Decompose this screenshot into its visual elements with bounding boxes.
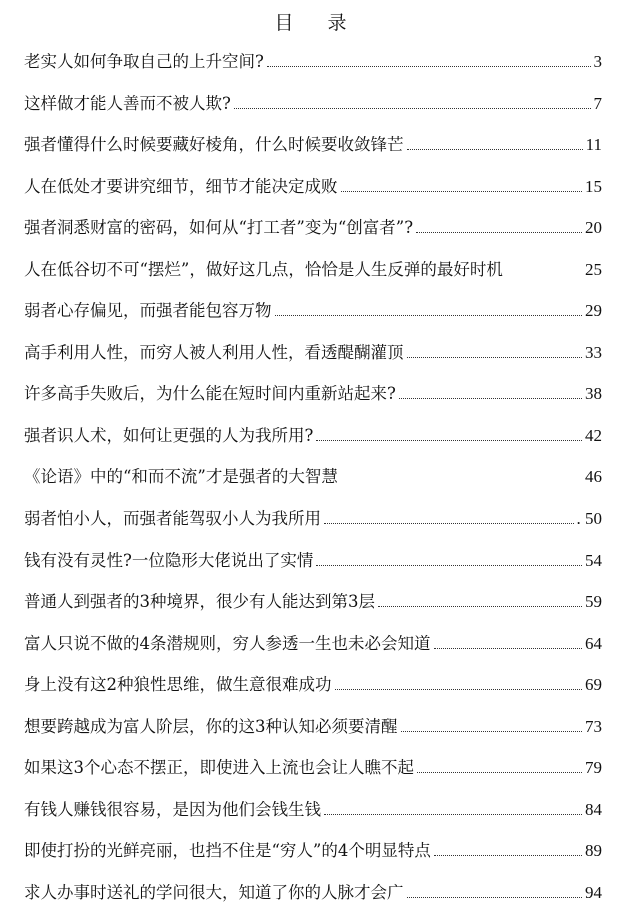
toc-entry-title: 高手利用人性，而穷人被人利用人性，看透醍醐灌顶 [24,342,404,362]
toc-entry[interactable] [24,628,602,670]
toc-dot-leader [407,357,583,358]
toc-dot-leader [416,232,582,233]
toc-entry[interactable] [24,88,602,130]
toc-entry-page-number: 84 [585,799,602,819]
toc-entry[interactable] [24,295,602,337]
toc-dot-leader [434,648,583,649]
toc-entry-page-number: 46 [585,467,602,487]
toc-entry-title: 富人只说不做的4条潜规则，穷人参透一生也未必会知道 [24,633,431,653]
toc-entry[interactable] [24,212,602,254]
toc-entry-title: 强者识人术，如何让更强的人为我所用? [24,425,314,445]
toc-entry-title: 弱者怕小人，而强者能驾驭小人为我所用 [24,509,321,529]
toc-dot-leader [275,315,583,316]
toc-entry-page-number: 38 [585,384,602,404]
toc-entry[interactable] [24,586,602,628]
toc-entry[interactable] [24,420,602,462]
toc-entry-page-number: 20 [585,218,602,238]
toc-entry-page-number: 79 [585,758,602,778]
toc-entry-page-number: 3 [593,52,602,71]
toc-dot-leader [234,108,591,109]
toc-dot-leader [417,772,582,773]
toc-entry-page-number: 25 [585,259,602,279]
toc-entry-page-number: 69 [585,675,602,695]
page-title: 目 录 [274,12,361,34]
toc-entry-page-number: 15 [585,176,602,196]
toc-dot-leader [267,66,591,67]
toc-entry-title: 钱有没有灵性?一位隐形大佬说出了实情 [24,550,314,570]
toc-dot-leader [324,814,582,815]
toc-entry[interactable] [24,752,602,794]
toc-entry[interactable] [24,378,602,420]
toc-dot-leader [399,398,582,399]
toc-dot-leader [324,523,574,524]
toc-entry-title: 普通人到强者的3种境界，很少有人能达到第3层 [24,592,375,612]
toc-entry-page-number: 73 [585,716,602,736]
toc-entry-title: 有钱人赚钱很容易，是因为他们会钱生钱 [24,799,321,819]
toc-entry-title: 强者懂得什么时候要藏好棱角，什么时候要收敛锋芒 [24,135,404,155]
toc-entry-title: 即使打扮的光鲜亮丽，也挡不住是“穷人”的4个明显特点 [24,841,431,861]
toc-entry-title: 这样做才能人善而不被人欺? [24,93,231,113]
toc-entry[interactable] [24,877,602,918]
toc-entry-title: 求人办事时送礼的学问很大，知道了你的人脉才会广 [24,882,404,902]
toc-entry-page-number: 94 [585,882,602,902]
toc-entry[interactable] [24,711,602,753]
toc-entry-page-number: . 50 [576,509,602,529]
toc-entry-title: 《论语》中的“和而不流”才是强者的大智慧 [24,467,338,487]
toc-entry-title: 人在低谷切不可“摆烂”，做好这几点，恰恰是人生反弹的最好时机 [24,259,503,279]
toc-entry[interactable] [24,669,602,711]
toc-entry[interactable] [24,129,602,171]
toc-entry[interactable] [24,254,602,296]
toc-entry[interactable] [24,545,602,587]
toc-entry-page-number: 11 [585,135,602,155]
toc-dot-leader [316,565,582,566]
toc-entry-page-number: 89 [585,841,602,861]
toc-entry[interactable] [24,794,602,836]
toc-entry-title: 人在低处才要讲究细节，细节才能决定成败 [24,176,338,196]
toc-entry-page-number: 59 [585,592,602,612]
toc-entry[interactable] [24,171,602,213]
toc-dot-leader [401,731,583,732]
toc-entry-title: 强者洞悉财富的密码，如何从“打工者”变为“创富者”? [24,218,414,238]
toc-entry[interactable] [24,503,602,545]
toc-entry-title: 如果这3个心态不摆正，即使进入上流也会让人瞧不起 [24,758,414,778]
toc-entry-title: 想要跨越成为富人阶层，你的这3种认知必须要清醒 [24,716,398,736]
toc-entry-page-number: 54 [585,550,602,570]
toc-entry-title: 老实人如何争取自己的上升空间? [24,52,264,71]
table-of-contents [24,46,602,918]
toc-dot-leader [407,897,583,898]
toc-entry[interactable] [24,46,602,88]
toc-entry-page-number: 33 [585,342,602,362]
toc-entry-page-number: 64 [585,633,602,653]
toc-dot-leader [407,149,583,150]
toc-dot-leader [316,440,582,441]
toc-entry[interactable] [24,337,602,379]
toc-entry[interactable] [24,835,602,877]
toc-dot-leader [341,191,583,192]
toc-entry-page-number: 29 [585,301,602,321]
toc-dot-leader [378,606,582,607]
toc-entry-title: 身上没有这2种狼性思维，做生意很难成功 [24,675,332,695]
toc-entry-title: 许多高手失败后，为什么能在短时间内重新站起来? [24,384,396,404]
toc-dot-leader [335,689,583,690]
toc-entry[interactable] [24,461,602,503]
toc-entry-title: 弱者心存偏见，而强者能包容万物 [24,301,272,321]
toc-entry-page-number: 7 [593,93,602,113]
toc-entry-page-number: 42 [585,425,602,445]
toc-dot-leader [434,855,582,856]
